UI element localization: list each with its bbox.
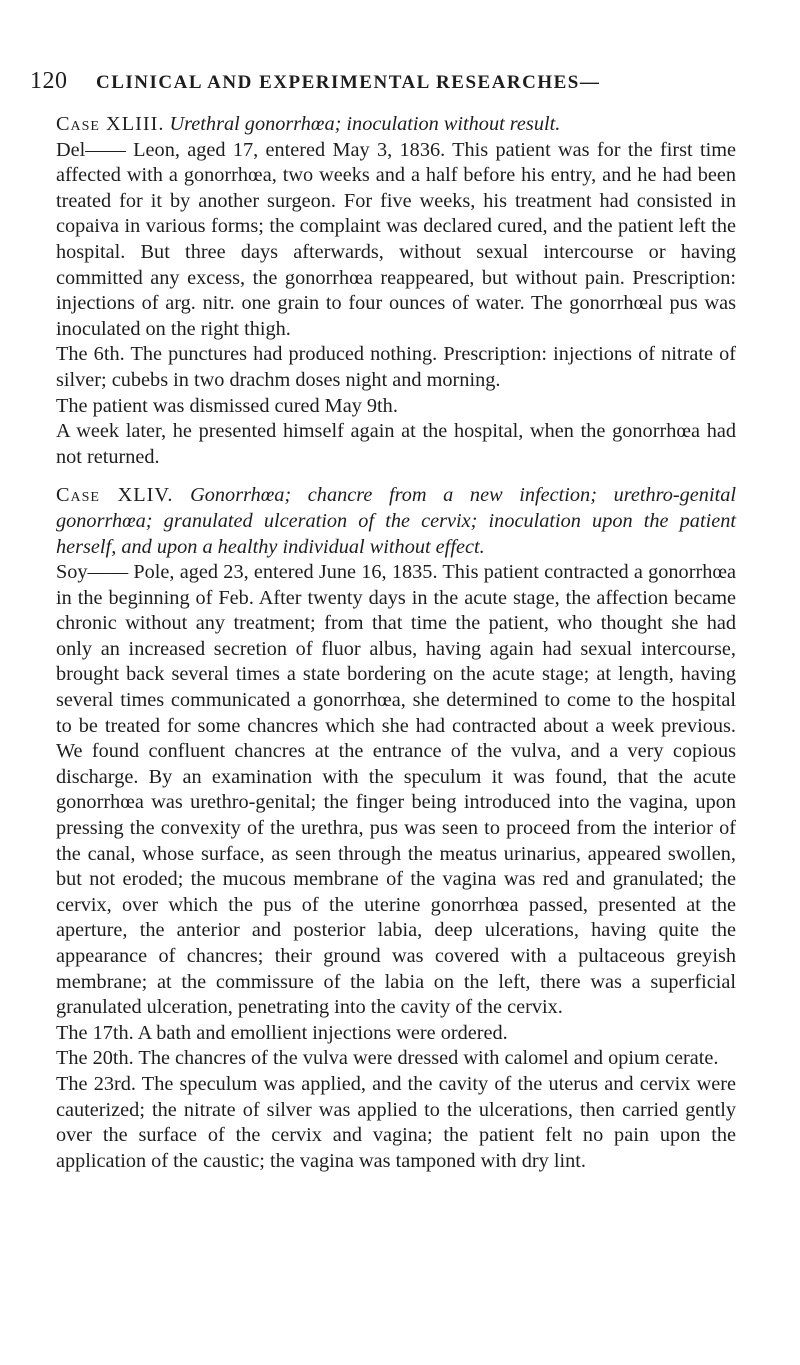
case-44-paragraph-1: Soy—— Pole, aged 23, entered June 16, 1835. This patient contracted a gonorrhœa in the beginning of Feb. After twenty days in the acute stage, the affection became chronic without any treatment; from that time the patient, who thought she had only an increased secretion of fluor albus, having again had sexual intercourse, brought back several times a state bordering on the acute stage; at length, having several times communicated a gonorrhœa, she determined to come to the hospital to be treated for some chancres which she had contracted about a week previous. We found confluent chancres at the entrance of the vulva, and a very copious discharge. By an examination with the speculum it was found, that the acute gonorrhœa was urethro-genital; the finger being introduced into the vagina, upon pressing the convexity of the urethra, pus was seen to proceed from the interior of the canal, whose surface, as seen through the meatus urinarius, appeared swollen, but not eroded; the mucous membrane of the vagina was red and granulated; the cervix, over which the pus of the uterine gonorrhœa passed, presented at the aperture, the anterior and posterior labia, deep ulcerations, having quite the appearance of chancres; their ground was covered with a pultaceous greyish membrane; at the commissure of the labia on the left, there was a superficial granulated ulceration, penetrating into the cavity of the cervix. [56,561,736,1019]
section-gap [56,470,736,483]
case-43-paragraph-2: The 6th. The punctures had produced nothing. Prescription: injections of nitrate of silver; cubebs in two drachm doses night and morning. [56,343,736,391]
case-44-heading [56,483,736,560]
case-43-paragraph-3: The patient was dismissed cured May 9th. [56,394,398,417]
case-43-paragraph-4: A week later, he presented himself again at the hospital, when the gonorrhœa had not returned. [56,420,736,468]
case-43-heading [56,112,736,138]
case-43-paragraph-1: Del—— Leon, aged 17, entered May 3, 1836. This patient was for the first time affected with a gonorrhœa, two weeks and a half before his entry, and he had been treated for it by another surgeon. For five weeks, his treatment had consisted in copaiva in various forms; the complaint was declared cured, and the patient left the hospital. But three days afterwards, without sexual intercourse or having committed any excess, the gonorrhœa reappeared, but without pain. Prescription: injections of arg. nitr. one grain to four ounces of water. The gonorrhœal pus was inoculated on the right thigh. [56,138,736,340]
case-43-label: Case XLIII. [56,113,165,135]
case-44-paragraph-4: The 23rd. The speculum was applied, and the cavity of the uterus and cervix were cauterized; the nitrate of silver was applied to the ulcerations, then carried gently over the surface of the cervix and vagina; the patient felt no pain upon the application of the caustic; the vagina was tamponed with dry lint. [56,1072,736,1172]
case-44-label: Case XLIV. [56,484,174,507]
case-43-title: Urethral gonorrhœa; inoculation without result. [169,113,561,135]
running-title: CLINICAL AND EXPERIMENTAL RESEARCHES— [96,72,601,93]
case-44-paragraph-2: The 17th. A bath and emollient injections were ordered. [56,1021,508,1044]
running-head [30,68,770,108]
case-44-paragraph-3: The 20th. The chancres of the vulva were dressed with calomel and opium cerate. [56,1047,719,1070]
page-number: 120 [30,68,68,94]
case-44-title: Gonorrhœa; chancre from a new infection; urethro-genital gonorrhœa; granulated ulceration of the cervix; inoculation upon the patient herself, and upon a healthy individual without effect. [56,484,736,558]
body-text [56,112,736,1174]
